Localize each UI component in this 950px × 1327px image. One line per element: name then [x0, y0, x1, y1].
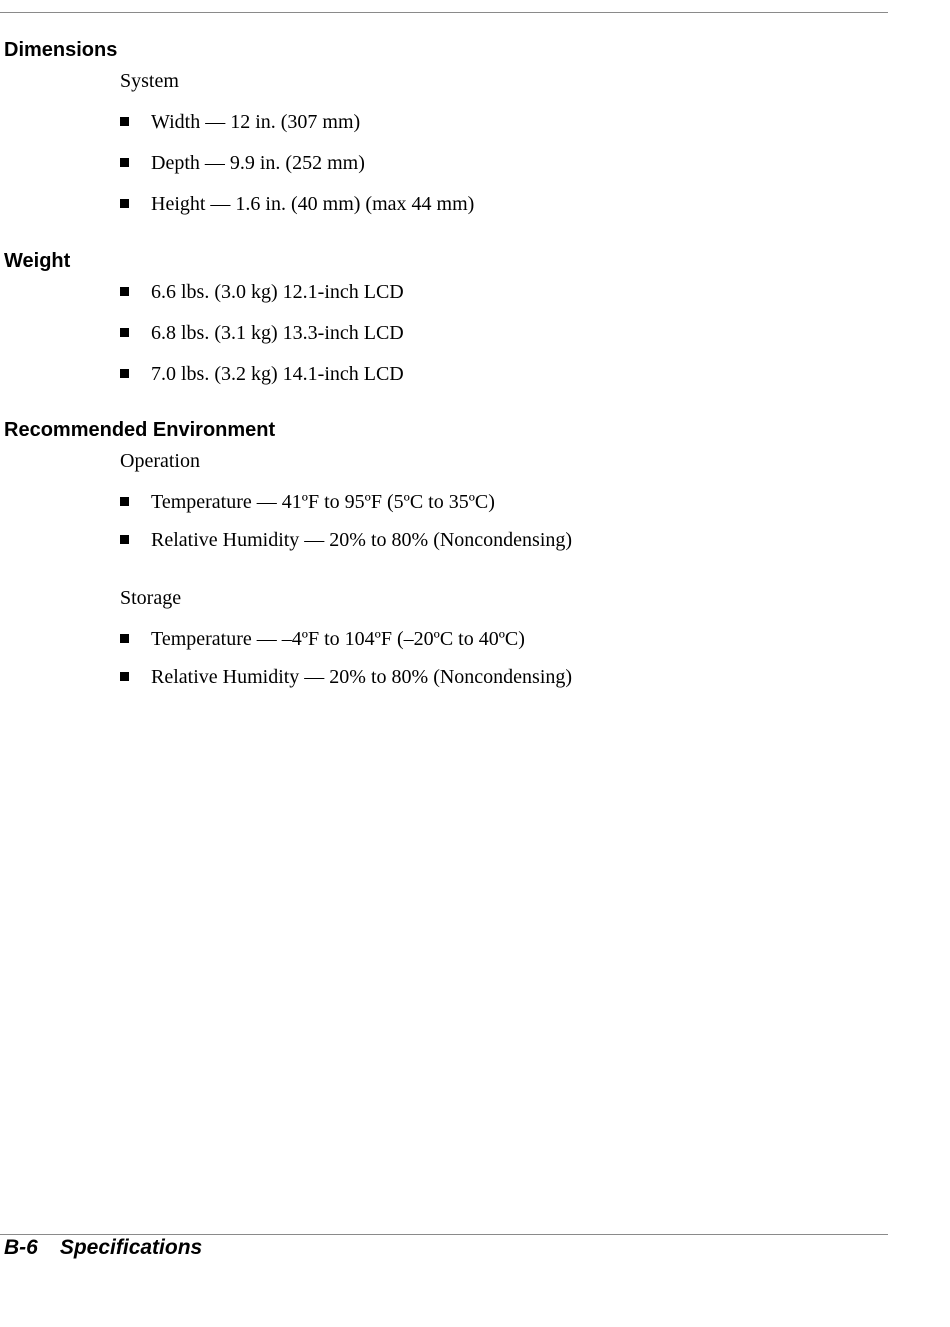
- item-text: 6.8 lbs. (3.1 kg) 13.3-inch LCD: [151, 322, 404, 344]
- bullet-icon: [120, 369, 129, 378]
- item-text: 6.6 lbs. (3.0 kg) 12.1-inch LCD: [151, 281, 404, 303]
- header-rule: [0, 12, 888, 13]
- page-footer: [4, 1236, 202, 1260]
- item-text: Temperature — 41ºF to 95ºF (5ºC to 35ºC): [151, 491, 495, 513]
- footer-rule: [0, 1234, 888, 1235]
- bullet-icon: [120, 672, 129, 681]
- page-number: B-6: [4, 1236, 38, 1259]
- list-item: [120, 529, 572, 552]
- system-subheading: System: [120, 70, 179, 92]
- bullet-icon: [120, 497, 129, 506]
- weight-heading: Weight: [4, 250, 71, 272]
- bullet-icon: [120, 535, 129, 544]
- dimensions-heading: Dimensions: [4, 39, 118, 61]
- footer-section-title: Specifications: [59, 1236, 203, 1259]
- item-text: Relative Humidity — 20% to 80% (Noncondensing): [151, 529, 573, 551]
- item-text: Width — 12 in. (307 mm): [151, 111, 361, 133]
- list-item: [120, 666, 572, 689]
- bullet-icon: [120, 117, 129, 126]
- bullet-icon: [120, 328, 129, 337]
- operation-subheading: Operation: [120, 450, 200, 472]
- list-item: [120, 111, 360, 134]
- bullet-icon: [120, 634, 129, 643]
- bullet-icon: [120, 199, 129, 208]
- storage-subheading: Storage: [120, 587, 182, 609]
- bullet-icon: [120, 287, 129, 296]
- list-item: [120, 363, 404, 386]
- item-text: Temperature — –4ºF to 104ºF (–20ºC to 40ºC): [151, 628, 525, 650]
- list-item: [120, 152, 365, 175]
- environment-heading: Recommended Environment: [4, 419, 276, 441]
- list-item: [120, 628, 525, 651]
- bullet-icon: [120, 158, 129, 167]
- list-item: [120, 193, 474, 216]
- item-text: Relative Humidity — 20% to 80% (Noncondensing): [151, 666, 573, 688]
- item-text: Height — 1.6 in. (40 mm) (max 44 mm): [151, 193, 475, 215]
- item-text: 7.0 lbs. (3.2 kg) 14.1-inch LCD: [151, 363, 404, 385]
- list-item: [120, 322, 404, 345]
- list-item: [120, 491, 495, 514]
- item-text: Depth — 9.9 in. (252 mm): [151, 152, 365, 174]
- list-item: [120, 281, 404, 304]
